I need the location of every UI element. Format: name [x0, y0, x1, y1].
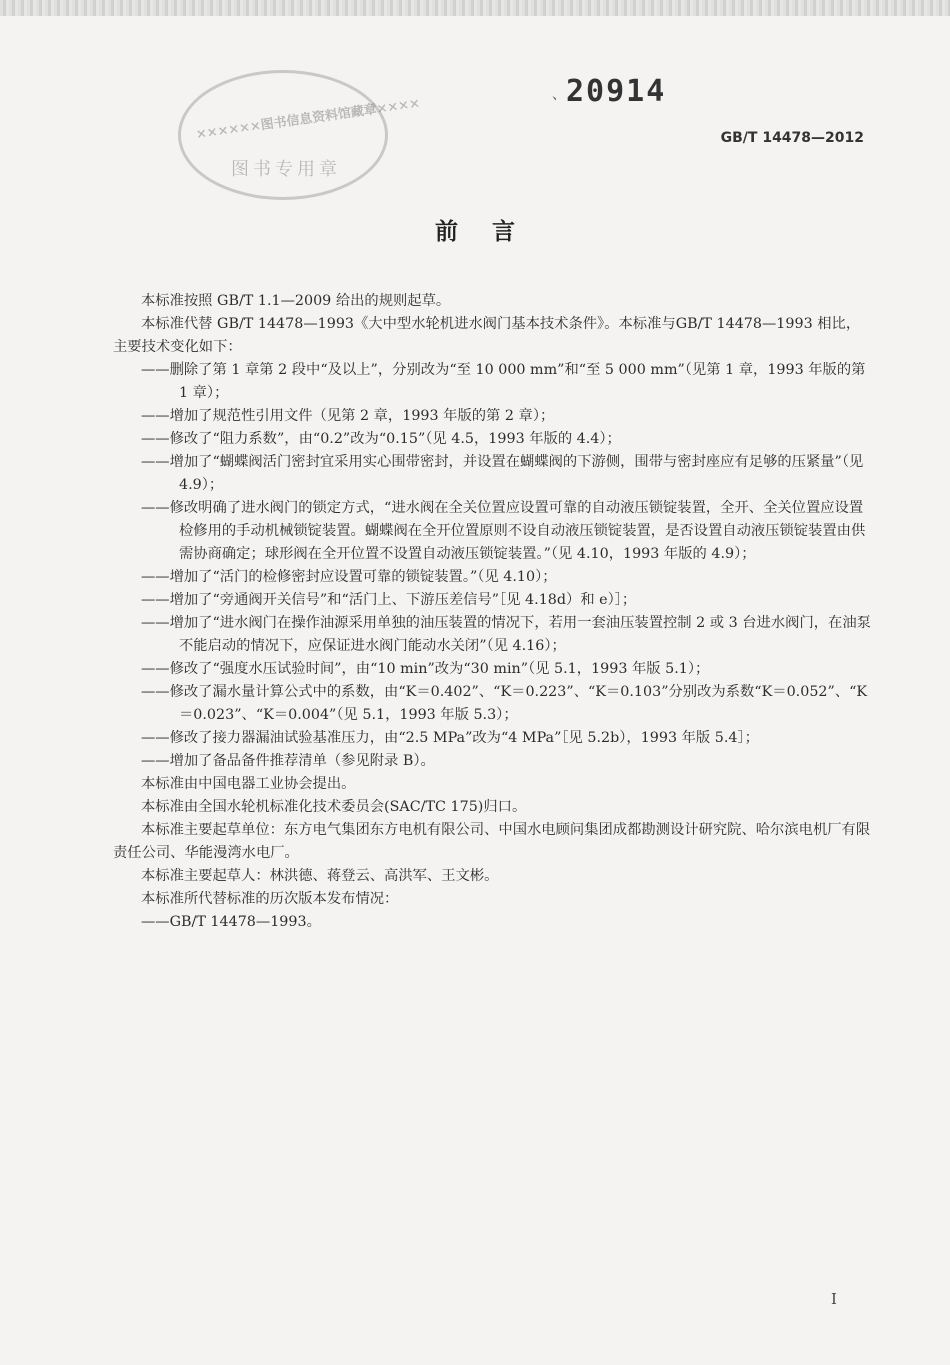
- paragraph: 本标准主要起草单位：东方电气集团东方电机有限公司、中国水电顾问集团成都勘测设计研究院、哈尔滨电机厂有限责任公司、华能漫湾水电厂。: [113, 822, 871, 861]
- page-heading: 前言: [435, 219, 549, 245]
- paragraph: 本标准按照 GB/T 1.1—2009 给出的规则起草。: [141, 293, 451, 309]
- change-item: ——增加了“进水阀门在操作油源采用单独的油压装置的情况下，若用一套油压装置控制 2 或 3 台进水阀门，在油泵不能启动的情况下，应保证进水阀门能动水关闭”（见 4.16）；: [141, 615, 871, 654]
- scan-edge: [0, 0, 950, 16]
- change-item: ——增加了“蝴蝶阀活门密封宜采用实心围带密封，并设置在蝴蝶阀的下游侧，围带与密封座应有足够的压紧量”（见 4.9）；: [141, 454, 864, 493]
- stamp-center-text: 图书专用章: [231, 159, 341, 180]
- serial-number: 20914: [566, 74, 667, 109]
- change-item: ——修改了“强度水压试验时间”，由“10 min”改为“30 min”（见 5.1，1993 年版 5.1）；: [141, 661, 710, 677]
- paragraph: 本标准所代替标准的历次版本发布情况：: [141, 891, 399, 907]
- change-item: ——增加了“旁通阀开关信号”和“活门上、下游压差信号”［见 4.18d）和 e）］；: [141, 592, 637, 608]
- change-item: ——GB/T 14478—1993。: [141, 914, 321, 930]
- paragraph: 本标准由全国水轮机标准化技术委员会(SAC/TC 175)归口。: [141, 799, 527, 815]
- library-stamp: [178, 70, 421, 200]
- standard-code: GB/T 14478—2012: [720, 130, 864, 146]
- change-item: ——删除了第 1 章第 2 段中“及以上”，分别改为“至 10 000 mm”和“至 5 000 mm”（见第 1 章，1993 年版的第 1 章）；: [141, 362, 866, 401]
- serial-tick-mark: 、: [552, 87, 566, 103]
- change-item: ——修改明确了进水阀门的锁定方式，“进水阀在全关位置应设置可靠的自动液压锁锭装置，全开、全关位置应设置检修用的手动机械锁锭装置。蝴蝶阀在全开位置原则不设自动液压锁锭装置，是否设置自动液压锁锭装置由供需协商确定；球形阀在全开位置不设置自动液压锁锭装置。”（见 4.10，1993 年版的 4.9）；: [141, 500, 866, 562]
- page-number: I: [831, 1290, 837, 1308]
- change-item: ——增加了规范性引用文件（见第 2 章，1993 年版的第 2 章）；: [141, 408, 555, 424]
- change-item: ——修改了漏水量计算公式中的系数，由“K＝0.402”、“K＝0.223”、“K＝0.103”分别改为系数“K＝0.052”、“K＝0.023”、“K＝0.004”（见 5.1，1993 年版 5.3）；: [141, 684, 868, 723]
- change-item: ——增加了备品备件推荐清单（参见附录 B）。: [141, 753, 435, 769]
- change-item: ——修改了“阻力系数”，由“0.2”改为“0.15”（见 4.5，1993 年版的 4.4）；: [141, 431, 621, 447]
- change-item: ——增加了“活门的检修密封应设置可靠的锁锭装置。”（见 4.10）；: [141, 569, 557, 585]
- paragraph: 本标准主要起草人：林洪德、蒋登云、高洪军、王文彬。: [141, 868, 499, 884]
- paragraph: 本标准代替 GB/T 14478—1993《大中型水轮机进水阀门基本技术条件》。本标准与GB/T 14478—1993 相比，主要技术变化如下：: [113, 316, 861, 355]
- body-text: [113, 290, 873, 934]
- change-item: ——修改了接力器漏油试验基准压力，由“2.5 MPa”改为“4 MPa”［见 5.2b），1993 年版 5.4］；: [141, 730, 759, 746]
- stamp-ring-text: ××××××图书信息资料馆藏章××××: [195, 96, 421, 143]
- paragraph: 本标准由中国电器工业协会提出。: [141, 776, 356, 792]
